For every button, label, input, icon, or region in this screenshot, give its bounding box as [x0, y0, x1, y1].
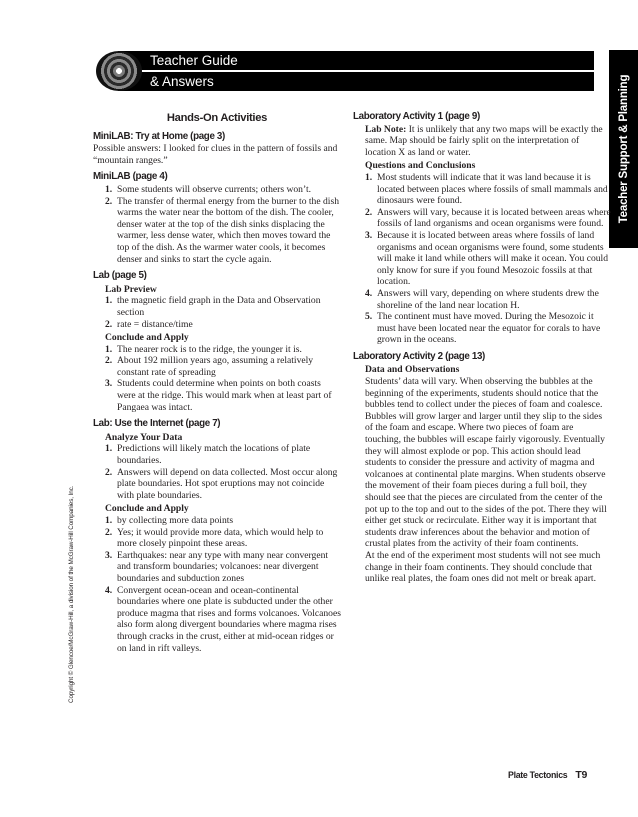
list-item: 1. The nearer rock is to the ridge, the younger it is.	[105, 343, 302, 355]
lab-preview-label: Lab Preview	[105, 283, 157, 295]
page-footer	[508, 769, 587, 781]
data-observations-label: Data and Observations	[365, 364, 460, 376]
list-item: 2. Yes; it would provide more data, which would help to more closely pinpoint these areas.	[105, 526, 324, 550]
lab-activity2-heading: Laboratory Activity 2 (page 13)	[353, 350, 485, 362]
list-item: 2. Answers will vary, because it is located between areas where fossils of land organisms and ocean organisms were found.	[365, 206, 611, 230]
lab-note-label: Lab Note:	[365, 123, 407, 135]
side-tab-label: Teacher Support & Planning	[617, 74, 630, 224]
list-item: 2. About 192 million years ago, assuming a relatively constant rate of spreading	[105, 355, 314, 378]
copyright-notice: Copyright © Glencoe/McGraw-Hill, a division of the McGraw-Hill Companies, Inc.	[68, 485, 75, 703]
lab-activity1-heading: Laboratory Activity 1 (page 9)	[353, 111, 480, 122]
lab-note-text: It is unlikely that any two maps will be exactly the same. Map should be fairly split on the interpretation of location X as land or water.	[365, 123, 603, 158]
list-item: 3. Earthquakes: near any type with many near convergent and transform boundaries; volcanoes: near divergent boundaries and subduction zones	[105, 549, 329, 584]
analyze-data-list	[93, 443, 341, 501]
right-column	[353, 110, 611, 585]
header-title-line1: Teacher Guide	[150, 53, 238, 68]
data-observations-para1: Students’ data will vary. When observing the bubbles at the beginning of the experiments, students should notice that the bubbles tend to collect under the pieces of foam and coalesce. Bubbles will grow larger and larger until they slip to the sides of the foam and escape. Where two pieces of foam are touching, the bubbles will escape fairly vigorously. Eventually they will almost explode or pop. This action should lead students to consider the pressure and activity of magma and volcanoes at continental plate margins. When students observe the movement of their foam pieces during a full boil, they should see that the pieces are circulated from the center of the pot up to the top and out to the sides of the pot. There they will either get stuck or recirculate. Either way it is important that students draw inferences about the behavior and motion of crustal plates from the activity of their foam continents.	[365, 376, 607, 550]
questions-conclusions-list	[353, 172, 611, 346]
list-item: 3. Because it is located between areas where fossils of land organisms and ocean organisms were found, some students will make it land while others will make it ocean. You could only know for sure if you found Mesozoic fossils at that location.	[365, 229, 609, 288]
footer-chapter-label: Plate Tectonics	[508, 770, 568, 780]
list-item: 3. Students could determine when points on both coasts were at the ridge. This would mark when at least part of Pangaea was intact.	[105, 378, 332, 413]
section-side-tab	[609, 50, 638, 248]
conclude-apply-label-2: Conclude and Apply	[105, 503, 189, 515]
list-item: 1. by collecting more data points	[105, 515, 234, 526]
conclude-apply-list	[93, 344, 341, 414]
list-item: 2. The transfer of thermal energy from the burner to the dish warms the water near the bottom of the dish. The cooler, denser water at the top of the dish sinks displacing the warmer, less dense water, which then moves toward the top of the dish. As the warmer water cools, it becomes denser and sinks to start the cycle again.	[105, 195, 340, 265]
questions-conclusions-label: Questions and Conclusions	[365, 160, 476, 172]
conclude-apply-label: Conclude and Apply	[105, 332, 189, 344]
lab-internet-heading: Lab: Use the Internet (page 7)	[93, 418, 221, 430]
minilab-try-at-home-text: Possible answers: I looked for clues in the pattern of fossils and “mountain ranges.”	[93, 143, 338, 166]
lab-page5-heading: Lab (page 5)	[93, 270, 147, 282]
list-item: 5. The continent must have moved. During the Mesozoic it must have been located near the equator for corals to have grown in the oceans.	[365, 311, 601, 346]
disc-logo-icon	[96, 51, 142, 91]
analyze-data-label: Analyze Your Data	[105, 431, 183, 443]
lab-note	[365, 124, 611, 159]
minilab-try-at-home-heading: MiniLAB: Try at Home (page 3)	[93, 130, 225, 142]
list-item: 1. Predictions will likely match the locations of plate boundaries.	[105, 443, 311, 467]
page-title: Hands-On Activities	[166, 112, 268, 124]
list-item: 4. Answers will vary, depending on where students drew the shoreline of the land near location H.	[365, 287, 599, 311]
list-item: 4. Convergent ocean-ocean and ocean-continental boundaries where one plate is subducted under the other produce magma that rises and forms volcanoes. Volcanoes also form along divergent boundaries where magma rises through cracks in the crust, either at mid-ocean ridges or on land in rift valleys.	[105, 584, 341, 654]
list-item: 2. Answers will depend on data collected. Most occur along plate boundaries. Hot spot eruptions may not coincide with plate boundaries.	[105, 466, 338, 501]
list-item: 2. rate = distance/time	[105, 318, 193, 330]
minilab-page4-heading: MiniLAB (page 4)	[93, 171, 168, 183]
page-number: T9	[575, 769, 588, 781]
header-title-line2: & Answers	[150, 74, 214, 89]
conclude-apply-list-2	[93, 515, 341, 654]
list-item: 1. the magnetic field graph in the Data and Observation section	[105, 295, 321, 318]
header-banner	[96, 51, 594, 91]
minilab-page4-list	[93, 184, 341, 265]
data-observations-para2: At the end of the experiment most students will not see much change in their foam continents. They should conclude that unlike real plates, the foam ones did not melt or break apart.	[365, 549, 601, 585]
list-item: 1. Some students will observe currents; others won’t.	[105, 183, 312, 195]
lab-preview-list	[93, 295, 341, 330]
list-item: 1. Most students will indicate that it was land because it is located between places where fossils of small mammals and dinosaurs were found.	[365, 171, 608, 207]
left-column	[93, 110, 341, 654]
